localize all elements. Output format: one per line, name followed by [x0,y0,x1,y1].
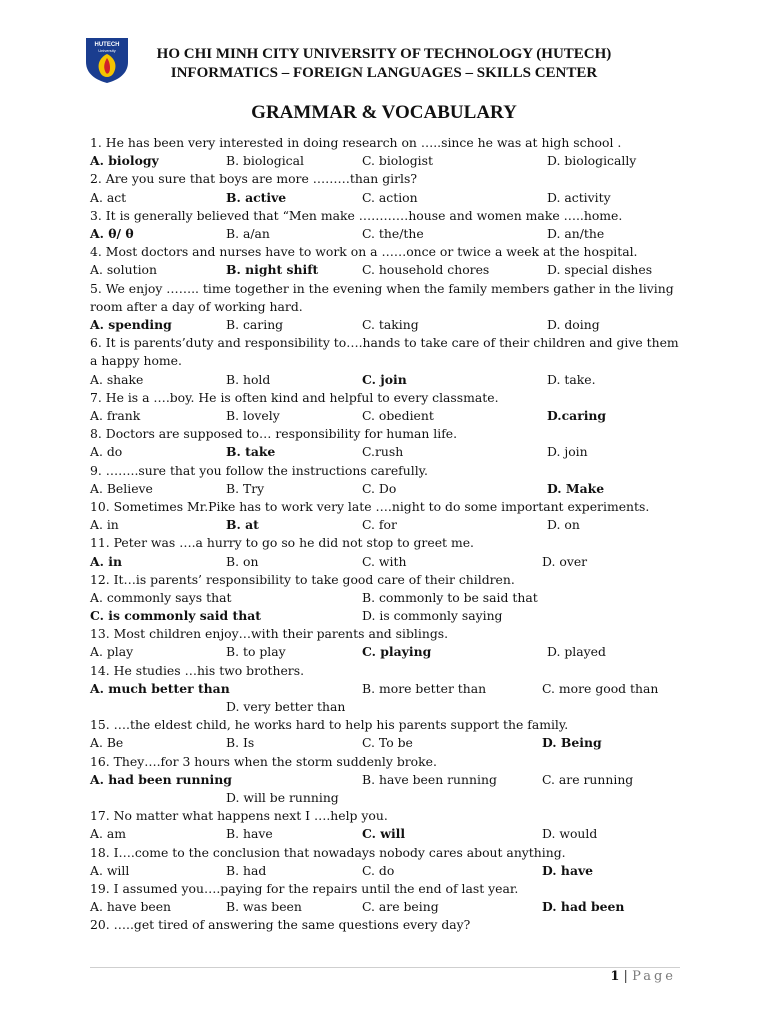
answer-option: C. more good than [542,680,659,696]
question-text: 11. Peter was ….a hurry to go so he did not stop to greet me. [90,535,474,551]
answer-option: B. hold [226,371,271,387]
answer-option: B. biological [226,153,304,169]
answer-row [90,553,690,571]
answer-option: A. Believe [90,480,153,496]
answer-option: C. for [362,517,397,533]
answer-option: B. to play [226,644,286,660]
page-number: 1 [610,969,620,984]
answer-option-correct: A. much better than [90,680,230,696]
header-center: INFORMATICS – FOREIGN LANGUAGES – SKILLS CENTER [170,65,598,81]
question-text: 19. I assumed you….paying for the repairs until the end of last year. [90,881,519,896]
answer-option-correct: D. Being [542,735,602,751]
question-text: 16. They….for 3 hours when the storm suddenly broke. [90,753,437,769]
question-text: 18. I….come to the conclusion that nowadays nobody cares about anything. [90,844,566,860]
question-list [90,134,690,935]
answer-option: C.rush [362,444,404,460]
page-footer [610,969,676,984]
answer-row [90,225,690,243]
answer-row [90,480,690,498]
answer-option-correct: A. biology [90,153,159,169]
answer-option: A. Be [90,735,124,751]
answer-option: C. obedient [362,407,434,423]
answer-row [90,680,690,698]
page-word: Page [632,969,676,984]
answer-option: D. join [547,444,588,460]
answer-option: C. are being [362,899,439,915]
answer-row [90,698,690,716]
answer-option: B. more better than [362,680,487,696]
answer-option-correct: D. had been [542,899,625,915]
question-text: 2. Are you sure that boys are more ………than girls? [90,171,417,187]
answer-option: C. biologist [362,153,433,169]
answer-option: C. Do [362,480,397,496]
answer-option: A. act [90,189,127,205]
answer-option-correct: A. had been running [90,771,232,787]
answer-option: C. do [362,862,395,878]
answer-row [90,898,690,916]
question-text: 15. ….the eldest child, he works hard to help his parents support the family. [90,717,569,733]
answer-option: B. have [226,826,273,842]
answer-option: A. frank [90,407,141,423]
answer-option: B. on [226,553,259,569]
answer-option: D. an/the [547,225,605,241]
answer-row [90,152,690,170]
answer-option: D. take. [547,371,596,387]
logo-text-bottom: University [98,48,116,53]
answer-option: D. played [547,644,606,660]
answer-row [90,407,690,425]
question-text: 8. Doctors are supposed to… responsibility for human life. [90,426,458,442]
question-text: 17. No matter what happens next I ….help you. [90,808,388,824]
answer-option-correct: B. night shift [226,262,319,278]
page-separator: | [619,969,633,984]
answer-option-correct: D. Make [547,480,605,496]
answer-option: C. the/the [362,225,424,241]
answer-option: D. over [542,553,588,569]
answer-option-correct: B. at [226,517,259,533]
logo-text-top: HUTECH [94,42,120,48]
answer-option: A. am [90,826,126,842]
hutech-logo [84,36,130,84]
answer-option: D. biologically [547,153,637,169]
answer-row [90,189,690,207]
question-text: 14. He studies …his two brothers. [90,662,305,678]
answer-option: C. action [362,189,418,205]
question-text: 10. Sometimes Mr.Pike has to work very late ….night to do some important experiments. [90,498,650,514]
header-university: HO CHI MINH CITY UNIVERSITY OF TECHNOLOGY (HUTECH) [156,46,612,62]
answer-option: D. will be running [226,790,339,806]
answer-option: B. lovely [226,407,280,423]
question-text: 4. Most doctors and nurses have to work on a ……once or twice a week at the hospital. [90,244,638,260]
answer-option: A. will [90,862,130,878]
question-text: 1. He has been very interested in doing research on …..since he was at high school . [90,135,622,150]
answer-option: C. with [362,553,407,569]
answer-option: A. commonly says that [90,589,232,605]
answer-option: A. have been [90,899,172,915]
answer-option: D. very better than [226,699,346,715]
question-text: 3. It is generally believed that “Men make …………house and women make …..home. [90,207,623,223]
answer-row [90,261,690,279]
answer-option: C. To be [362,735,413,751]
page-title: GRAMMAR & VOCABULARY [251,102,517,123]
answer-option: A. solution [90,262,157,278]
answer-option: D. on [547,517,580,533]
answer-option: A. shake [90,371,144,387]
question-text: 5. We enjoy …….. time together in the evening when the family members gather in the living room after a day of working hard. [90,280,674,314]
question-text: 9. ……..sure that you follow the instructions carefully. [90,462,428,478]
answer-option-correct: B. active [226,189,287,205]
answer-option: B. a/an [226,225,270,241]
answer-option: D. would [542,826,598,842]
answer-row [90,443,690,461]
answer-option: A. in [90,517,119,533]
answer-row [90,771,690,789]
answer-option: B. Is [226,735,255,751]
answer-option: B. caring [226,316,284,332]
answer-row [90,643,690,661]
answer-option-correct: C. playing [362,644,432,660]
answer-option: D. is commonly saying [362,608,503,624]
answer-row [90,789,690,807]
question-text: 6. It is parents’duty and responsibility to….hands to take care of their children and give them a happy home. [90,335,679,369]
answer-option: B. commonly to be said that [362,589,538,605]
answer-option: B. was been [226,899,302,915]
answer-option-correct: A. θ/ θ [90,225,134,241]
answer-row [90,371,690,389]
answer-option: B. Try [226,480,265,496]
question-text: 20. …..get tired of answering the same questions every day? [90,917,471,933]
answer-option: B. have been running [362,771,497,787]
answer-option-correct: C. is commonly said that [90,608,261,624]
answer-option: B. had [226,862,267,878]
question-text: 7. He is a ….boy. He is often kind and helpful to every classmate. [90,389,499,405]
answer-option-correct: B. take [226,444,276,460]
answer-option-correct: C. will [362,826,406,842]
answer-row [90,607,690,625]
answer-row [90,516,690,534]
footer-divider [90,967,680,968]
answer-option-correct: C. join [362,371,407,387]
answer-option-correct: D. have [542,862,594,878]
answer-option: D. doing [547,316,600,332]
answer-option: C. taking [362,316,419,332]
answer-option: C. household chores [362,262,490,278]
answer-option: A. play [90,644,134,660]
answer-option-correct: A. spending [90,316,172,332]
answer-option: A. do [90,444,123,460]
answer-row [90,825,690,843]
question-text: 13. Most children enjoy…with their parents and siblings. [90,626,449,642]
answer-row [90,862,690,880]
answer-row [90,316,690,334]
answer-option: D. activity [547,189,611,205]
answer-option-correct: D.caring [547,407,607,423]
answer-option: C. are running [542,771,634,787]
answer-option-correct: A. in [90,553,122,569]
answer-option: D. special dishes [547,262,653,278]
answer-row [90,734,690,752]
question-text: 12. It…is parents’ responsibility to take good care of their children. [90,571,515,587]
answer-row [90,589,690,607]
